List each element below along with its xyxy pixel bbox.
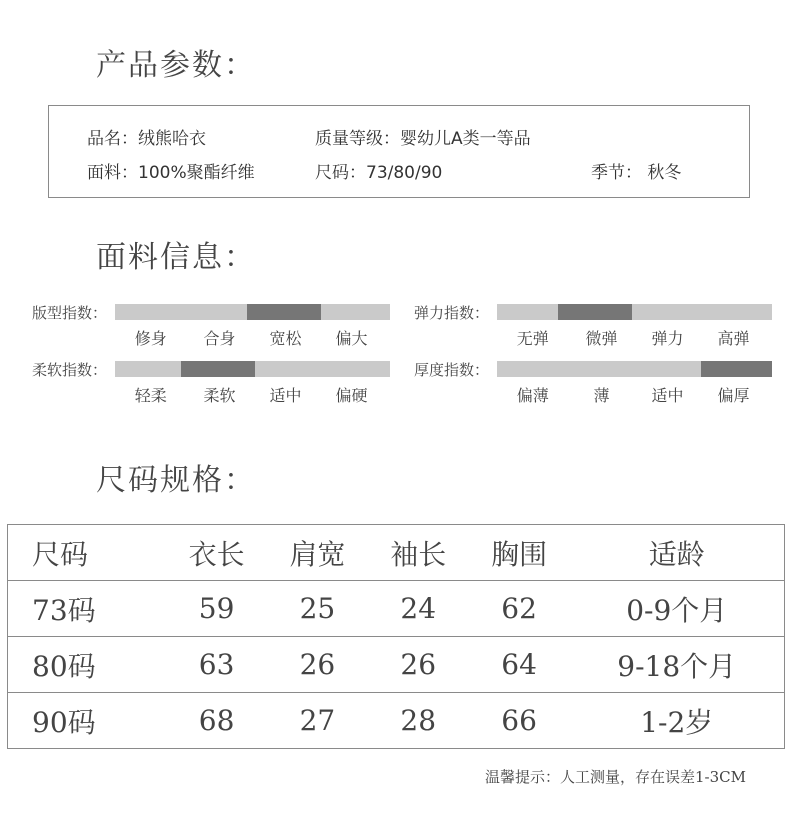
table-row — [8, 581, 785, 637]
fit-index-tick: 宽松 — [269, 329, 302, 348]
cell-size: 80码 — [8, 637, 167, 693]
elasticity-index-label: 弹力指数： — [414, 304, 490, 322]
cell-sleeve: 26 — [368, 637, 469, 693]
table-row — [8, 693, 785, 749]
thickness-index-selected — [701, 361, 773, 377]
measurement-tip: 温馨提示：人工测量，存在误差1-3CM — [485, 768, 746, 786]
fit-index-tick: 修身 — [134, 329, 167, 348]
header-shoulder: 肩宽 — [267, 525, 368, 581]
header-sleeve: 袖长 — [368, 525, 469, 581]
cell-length: 63 — [166, 637, 267, 693]
param-grade: 质量等级：婴幼儿A类一等品 — [315, 129, 531, 149]
param-season: 季节： 秋冬 — [591, 163, 682, 183]
thickness-index-tick: 薄 — [593, 386, 610, 405]
cell-size: 73码 — [8, 581, 167, 637]
elasticity-index-tick: 无弹 — [516, 329, 549, 348]
softness-index-tick: 偏硬 — [335, 386, 368, 405]
softness-index-tick: 柔软 — [203, 386, 236, 405]
softness-index-bar — [115, 361, 390, 377]
fit-index-tick: 偏大 — [335, 329, 368, 348]
header-age: 适龄 — [569, 525, 784, 581]
fit-index-tick: 合身 — [203, 329, 236, 348]
header-size: 尺码 — [8, 525, 167, 581]
cell-chest: 64 — [469, 637, 570, 693]
header-chest: 胸围 — [469, 525, 570, 581]
cell-age: 1-2岁 — [569, 693, 784, 749]
softness-index-label: 柔软指数： — [32, 361, 108, 379]
softness-index-tick: 适中 — [269, 386, 302, 405]
table-row — [8, 637, 785, 693]
thickness-index-label: 厚度指数： — [414, 361, 490, 379]
cell-age: 0-9个月 — [569, 581, 784, 637]
size-table-header-row — [8, 525, 785, 581]
cell-shoulder: 26 — [267, 637, 368, 693]
softness-index-selected — [181, 361, 255, 377]
softness-index-tick: 轻柔 — [134, 386, 167, 405]
param-name: 品名：绒熊哈衣 — [87, 129, 206, 149]
param-size: 尺码：73/80/90 — [315, 163, 443, 183]
elasticity-index-tick: 高弹 — [717, 329, 750, 348]
fabric-section-title: 面料信息： — [96, 240, 256, 275]
thickness-index-tick: 偏薄 — [516, 386, 549, 405]
cell-length: 68 — [166, 693, 267, 749]
thickness-index-bar — [497, 361, 772, 377]
elasticity-index-bar — [497, 304, 772, 320]
elasticity-index-selected — [558, 304, 632, 320]
thickness-index-tick: 偏厚 — [717, 386, 750, 405]
cell-chest: 62 — [469, 581, 570, 637]
size-section-title: 尺码规格： — [96, 463, 256, 498]
params-box — [48, 105, 750, 198]
header-length: 衣长 — [166, 525, 267, 581]
thickness-index-tick: 适中 — [651, 386, 684, 405]
cell-sleeve: 24 — [368, 581, 469, 637]
size-table — [7, 524, 785, 749]
param-material: 面料：100%聚酯纤维 — [87, 163, 255, 183]
fit-index-selected — [247, 304, 321, 320]
params-section-title: 产品参数： — [96, 48, 256, 83]
cell-sleeve: 28 — [368, 693, 469, 749]
elasticity-index-tick: 微弹 — [585, 329, 618, 348]
fit-index-bar — [115, 304, 390, 320]
cell-chest: 66 — [469, 693, 570, 749]
elasticity-index-tick: 弹力 — [651, 329, 684, 348]
cell-shoulder: 25 — [267, 581, 368, 637]
cell-shoulder: 27 — [267, 693, 368, 749]
cell-size: 90码 — [8, 693, 167, 749]
fit-index-label: 版型指数： — [32, 304, 108, 322]
cell-length: 59 — [166, 581, 267, 637]
cell-age: 9-18个月 — [569, 637, 784, 693]
